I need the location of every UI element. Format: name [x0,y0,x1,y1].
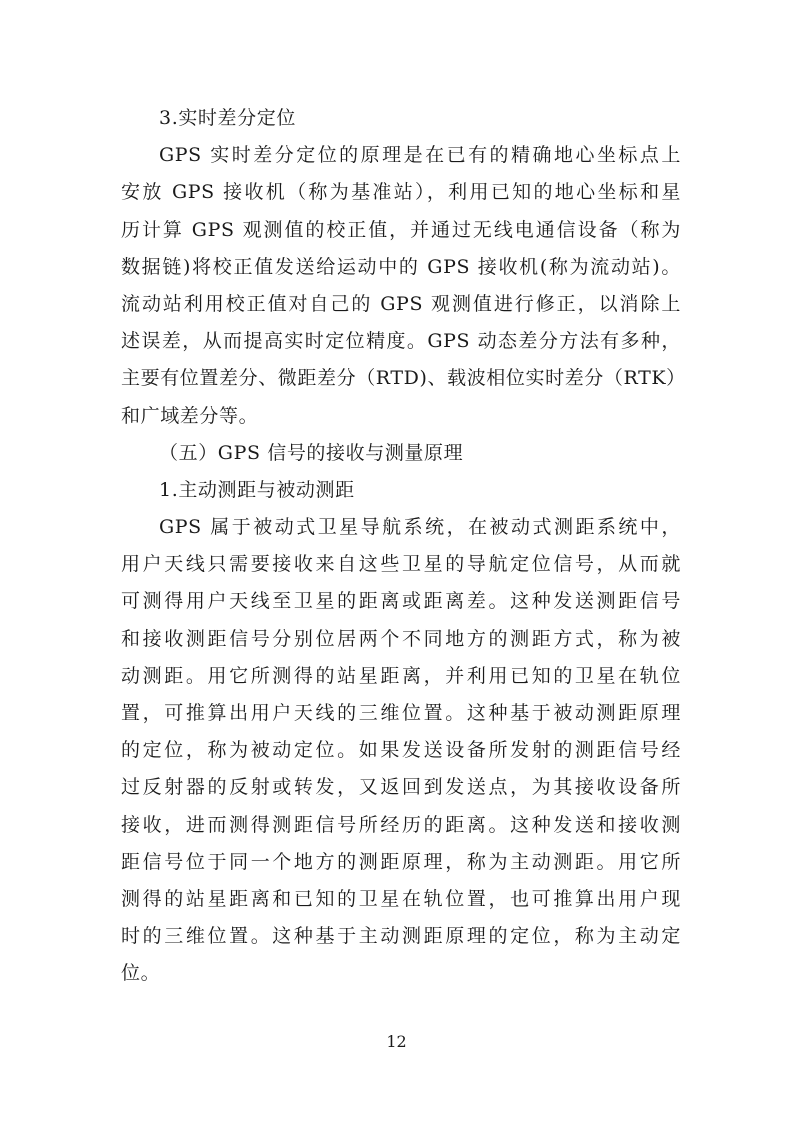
text-line: 距信号位于同一个地方的测距原理，称为主动测距。用它所 [121,850,681,873]
text-line: GPS 实时差分定位的原理是在已有的精确地心坐标点上 [159,144,681,167]
text-line: 动测距。用它所测得的站星距离，并利用已知的卫星在轨位 [121,664,681,687]
body-text [121,100,686,993]
text-line: 的定位，称为被动定位。如果发送设备所发射的测距信号经 [121,739,681,762]
text-line: 流动站利用校正值对自己的 GPS 观测值进行修正，以消除上 [121,292,681,315]
text-line: 接收，进而测得测距信号所经历的距离。这种发送和接收测 [121,813,681,836]
page-number: 12 [386,1032,407,1051]
text-line: 可测得用户天线至卫星的距离或距离差。这种发送测距信号 [121,590,681,613]
text-line: 位。 [121,962,161,985]
text-line: 1.主动测距与被动测距 [159,478,355,501]
text-line: 主要有位置差分、微距差分（RTD)、载波相位实时差分（RTK） [121,367,686,390]
text-line: 过反射器的反射或转发，又返回到发送点，为其接收设备所 [121,776,681,799]
text-line: 数据链)将校正值发送给运动中的 GPS 接收机(称为流动站)。 [121,255,681,278]
text-line: 述误差，从而提高实时定位精度。GPS 动态差分方法有多种， [121,330,681,353]
text-line: 3.实时差分定位 [159,107,296,129]
text-line: 用户天线只需要接收来自这些卫星的导航定位信号，从而就 [121,553,681,576]
text-line: 和接收测距信号分别位居两个不同地方的测距方式，称为被 [121,627,681,650]
text-line: GPS 属于被动式卫星导航系统，在被动式测距系统中， [159,516,681,539]
text-line: 和广域差分等。 [121,404,259,427]
text-line: 历计算 GPS 观测值的校正值，并通过无线电通信设备（称为 [121,218,681,241]
text-line: 测得的站星距离和已知的卫星在轨位置，也可推算出用户现 [121,887,681,910]
text-line: 置，可推算出用户天线的三维位置。这种基于被动测距原理 [121,702,681,724]
text-line: 时的三维位置。这种基于主动测距原理的定位，称为主动定 [121,925,681,948]
text-line: 安放 GPS 接收机（称为基准站），利用已知的地心坐标和星 [121,181,681,204]
text-line: （五）GPS 信号的接收与测量原理 [159,441,464,464]
